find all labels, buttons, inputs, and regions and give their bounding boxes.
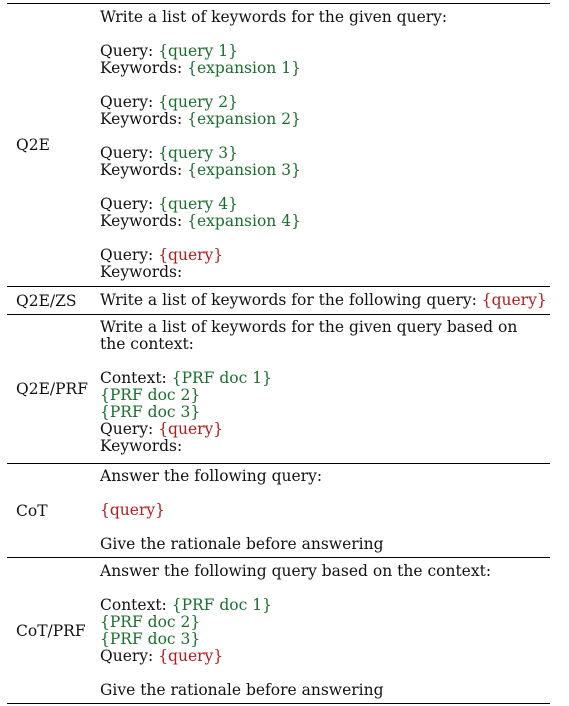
placeholder-query-2: {query 2} [158, 93, 238, 111]
final-keywords: Keywords: [100, 263, 183, 281]
prompt-table [7, 3, 550, 704]
method-label: CoT [16, 501, 48, 520]
placeholder-query: {query} [100, 501, 165, 519]
method-name-q2e-prf [7, 315, 99, 463]
placeholder-query-4: {query 4} [158, 195, 238, 213]
context-line: Context: {PRF doc 1} [100, 596, 272, 614]
prompt-q2e-zs [99, 287, 550, 314]
example-keywords-4: Keywords: {expansion 4} [100, 212, 301, 230]
example-query-1: Query: {query 1} [100, 42, 238, 60]
instruction-line-1: Write a list of keywords for the given query based on [100, 318, 518, 336]
table-row-q2e-prf [7, 314, 550, 463]
example-query-4: Query: {query 4} [100, 195, 238, 213]
table-row-cot-prf [7, 557, 550, 704]
placeholder-expansion-4: {expansion 4} [187, 212, 301, 230]
example-keywords-1: Keywords: {expansion 1} [100, 59, 301, 77]
query-line: Query: {query} [100, 420, 224, 438]
table-row-cot [7, 463, 550, 557]
keywords-line: Keywords: [100, 437, 183, 455]
placeholder-query: {query} [481, 291, 547, 309]
prompt-cot-prf [99, 558, 550, 703]
table-row-q2e [7, 3, 550, 286]
instruction: Answer the following query: [100, 467, 323, 485]
table-row-q2e-zs [7, 286, 550, 314]
placeholder-prf-doc-1: {PRF doc 1} [171, 596, 272, 614]
placeholder-prf-doc-3: {PRF doc 3} [100, 403, 201, 421]
example-query-3: Query: {query 3} [100, 144, 238, 162]
instruction-line-2: the context: [100, 335, 194, 353]
placeholder-prf-doc-1: {PRF doc 1} [171, 369, 272, 387]
rationale-instruction: Give the rationale before answering [100, 535, 384, 553]
method-name-q2e [7, 4, 99, 286]
placeholder-expansion-2: {expansion 2} [187, 110, 301, 128]
placeholder-query: {query} [158, 420, 224, 438]
context-line: Context: {PRF doc 1} [100, 369, 272, 387]
placeholder-prf-doc-3: {PRF doc 3} [100, 630, 201, 648]
placeholder-query-3: {query 3} [158, 144, 238, 162]
method-name-cot-prf [7, 558, 99, 703]
placeholder-query-1: {query 1} [158, 42, 238, 60]
prompt-q2e-prf [99, 315, 550, 463]
example-keywords-2: Keywords: {expansion 2} [100, 110, 301, 128]
final-query: Query: {query} [100, 246, 224, 264]
placeholder-query: {query} [158, 246, 224, 264]
placeholder-expansion-3: {expansion 3} [187, 161, 301, 179]
instruction: Answer the following query based on the context: [100, 562, 492, 580]
method-name-cot [7, 464, 99, 557]
instruction: Write a list of keywords for the given query: [100, 8, 448, 26]
method-label: Q2E/ZS [16, 291, 77, 310]
placeholder-prf-doc-2: {PRF doc 2} [100, 613, 201, 631]
prompt-cot [99, 464, 550, 557]
placeholder-query: {query} [158, 647, 224, 665]
placeholder-prf-doc-2: {PRF doc 2} [100, 386, 201, 404]
query-line: Query: {query} [100, 647, 224, 665]
method-label: Q2E/PRF [16, 380, 88, 398]
method-label: CoT/PRF [16, 621, 86, 640]
instruction: Write a list of keywords for the following query: {query} [100, 291, 547, 309]
method-name-q2e-zs [7, 287, 99, 314]
prompt-q2e [99, 4, 550, 286]
example-keywords-3: Keywords: {expansion 3} [100, 161, 301, 179]
placeholder-expansion-1: {expansion 1} [187, 59, 301, 77]
method-label: Q2E [16, 136, 50, 154]
rationale-instruction: Give the rationale before answering [100, 681, 384, 699]
example-query-2: Query: {query 2} [100, 93, 238, 111]
